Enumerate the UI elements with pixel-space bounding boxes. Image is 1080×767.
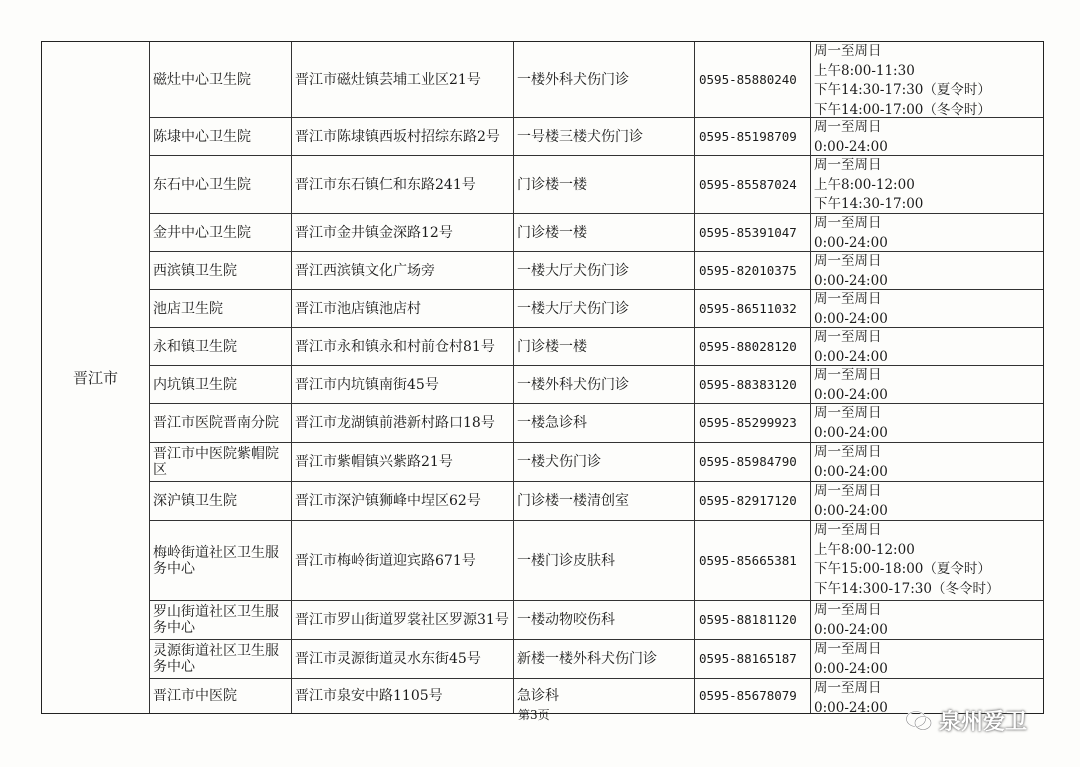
hours-line: 周一至周日 bbox=[814, 253, 882, 269]
clinic-department: 新楼一楼外科犬伤门诊 bbox=[514, 640, 695, 678]
clinic-hours bbox=[811, 640, 1043, 678]
clinic-address: 晋江市龙湖镇前港新村路口18号 bbox=[292, 404, 514, 442]
clinic-department: 门诊楼一楼 bbox=[514, 328, 695, 365]
table-row bbox=[150, 290, 1043, 328]
hours-line: 周一至周日 bbox=[814, 444, 882, 460]
clinic-name: 灵源街道社区卫生服务中心 bbox=[150, 640, 292, 678]
clinic-address: 晋江市东石镇仁和东路241号 bbox=[292, 156, 514, 213]
clinic-address: 晋江市池店镇池店村 bbox=[292, 290, 514, 327]
hours-line: 周一至周日 bbox=[814, 215, 882, 231]
clinic-address: 晋江西滨镇文化广场旁 bbox=[292, 252, 514, 289]
clinic-name: 梅岭街道社区卫生服务中心 bbox=[150, 521, 292, 600]
hours-line: 上午8:00-12:00 bbox=[814, 176, 915, 193]
hours-line: 0:00-24:00 bbox=[814, 502, 888, 519]
hours-line: 周一至周日 bbox=[814, 522, 882, 538]
hours-line: 0:00-24:00 bbox=[814, 386, 888, 403]
clinic-hours bbox=[811, 252, 1043, 289]
clinic-address: 晋江市梅岭街道迎宾路671号 bbox=[292, 521, 514, 600]
watermark-text: 泉州爱卫 bbox=[939, 710, 1028, 735]
clinic-name: 晋江市中医院紫帽院区 bbox=[150, 443, 292, 481]
clinic-name: 内坑镇卫生院 bbox=[150, 366, 292, 403]
clinic-department: 一楼大厅犬伤门诊 bbox=[514, 290, 695, 327]
clinic-address: 晋江市磁灶镇芸埔工业区21号 bbox=[292, 42, 514, 117]
table-row bbox=[150, 42, 1043, 118]
clinic-department: 一楼犬伤门诊 bbox=[514, 443, 695, 481]
clinic-name: 东石中心卫生院 bbox=[150, 156, 292, 213]
hours-line: 周一至周日 bbox=[814, 602, 882, 618]
clinic-phone: 0595-85880240 bbox=[695, 42, 811, 117]
hours-line: 周一至周日 bbox=[814, 680, 882, 696]
clinic-phone: 0595-88181120 bbox=[695, 601, 811, 639]
clinic-hours bbox=[811, 42, 1043, 117]
clinic-phone: 0595-85299923 bbox=[695, 404, 811, 442]
clinic-address: 晋江市灵源街道灵水东街45号 bbox=[292, 640, 514, 678]
table-row bbox=[150, 640, 1043, 679]
table-row bbox=[150, 443, 1043, 482]
hours-line: 周一至周日 bbox=[814, 641, 882, 657]
clinic-name: 晋江市中医院 bbox=[150, 679, 292, 713]
clinic-phone: 0595-88165187 bbox=[695, 640, 811, 678]
clinic-address: 晋江市陈埭镇西坂村招综东路2号 bbox=[292, 118, 514, 155]
clinic-hours bbox=[811, 156, 1043, 213]
clinic-address: 晋江市金井镇金深路12号 bbox=[292, 214, 514, 251]
hours-line: 0:00-24:00 bbox=[814, 272, 888, 289]
city-cell: 晋江市 bbox=[42, 42, 150, 713]
clinic-name: 永和镇卫生院 bbox=[150, 328, 292, 365]
table-row bbox=[150, 252, 1043, 290]
clinic-department: 一楼动物咬伤科 bbox=[514, 601, 695, 639]
clinic-phone: 0595-85665381 bbox=[695, 521, 811, 600]
clinic-department: 门诊楼一楼清创室 bbox=[514, 482, 695, 520]
watermark bbox=[905, 705, 1027, 736]
table-rows bbox=[150, 42, 1043, 713]
clinic-department: 门诊楼一楼 bbox=[514, 214, 695, 251]
clinic-phone: 0595-85391047 bbox=[695, 214, 811, 251]
hours-line: 下午14:00-17:00（冬令时） bbox=[814, 101, 991, 117]
clinic-department: 一楼外科犬伤门诊 bbox=[514, 366, 695, 403]
table-row bbox=[150, 601, 1043, 640]
hours-line: 下午14:30-17:00 bbox=[814, 196, 924, 212]
wechat-icon bbox=[905, 710, 933, 732]
hours-line: 下午15:00-18:00（夏令时） bbox=[814, 561, 991, 577]
clinic-phone: 0595-82917120 bbox=[695, 482, 811, 520]
clinic-hours bbox=[811, 443, 1043, 481]
hours-line: 0:00-24:00 bbox=[814, 234, 888, 251]
hours-line: 周一至周日 bbox=[814, 329, 882, 345]
hours-line: 周一至周日 bbox=[814, 157, 882, 173]
table-row bbox=[150, 521, 1043, 601]
hours-line: 下午14:30-17:30（夏令时） bbox=[814, 82, 991, 98]
clinic-hours bbox=[811, 118, 1043, 155]
hours-line: 0:00-24:00 bbox=[814, 138, 888, 155]
clinic-hours bbox=[811, 521, 1043, 600]
clinic-address: 晋江市永和镇永和村前仓村81号 bbox=[292, 328, 514, 365]
clinic-table bbox=[41, 41, 1044, 714]
hours-line: 下午14:300-17:30（冬令时） bbox=[814, 580, 1000, 597]
table-row bbox=[150, 214, 1043, 252]
clinic-department: 一楼急诊科 bbox=[514, 404, 695, 442]
clinic-department: 一楼外科犬伤门诊 bbox=[514, 42, 695, 117]
hours-line: 周一至周日 bbox=[814, 405, 882, 421]
hours-line: 周一至周日 bbox=[814, 291, 882, 307]
clinic-name: 西滨镇卫生院 bbox=[150, 252, 292, 289]
clinic-department: 一号楼三楼犬伤门诊 bbox=[514, 118, 695, 155]
clinic-address: 晋江市深沪镇狮峰中埕区62号 bbox=[292, 482, 514, 520]
clinic-name: 罗山街道社区卫生服务中心 bbox=[150, 601, 292, 639]
hours-line: 0:00-24:00 bbox=[814, 621, 888, 638]
clinic-phone: 0595-82010375 bbox=[695, 252, 811, 289]
clinic-hours bbox=[811, 482, 1043, 520]
clinic-phone: 0595-85587024 bbox=[695, 156, 811, 213]
clinic-name: 池店卫生院 bbox=[150, 290, 292, 327]
hours-line: 上午8:00-12:00 bbox=[814, 541, 915, 558]
clinic-phone: 0595-85678079 bbox=[695, 679, 811, 713]
clinic-address: 晋江市罗山街道罗裳社区罗源31号 bbox=[292, 601, 514, 639]
clinic-phone: 0595-86511032 bbox=[695, 290, 811, 327]
hours-line: 0:00-24:00 bbox=[814, 463, 888, 480]
hours-line: 0:00-24:00 bbox=[814, 310, 888, 327]
table-row bbox=[150, 118, 1043, 156]
clinic-phone: 0595-88028120 bbox=[695, 328, 811, 365]
clinic-address: 晋江市紫帽镇兴紫路21号 bbox=[292, 443, 514, 481]
hours-line: 周一至周日 bbox=[814, 119, 882, 135]
table-row bbox=[150, 156, 1043, 214]
clinic-department: 急诊科 bbox=[514, 679, 695, 713]
hours-line: 0:00-24:00 bbox=[814, 699, 888, 713]
clinic-phone: 0595-85984790 bbox=[695, 443, 811, 481]
clinic-hours bbox=[811, 290, 1043, 327]
clinic-address: 晋江市泉安中路1105号 bbox=[292, 679, 514, 713]
hours-line: 0:00-24:00 bbox=[814, 660, 888, 677]
clinic-name: 陈埭中心卫生院 bbox=[150, 118, 292, 155]
table-row bbox=[150, 328, 1043, 366]
clinic-department: 一楼门诊皮肤科 bbox=[514, 521, 695, 600]
clinic-phone: 0595-85198709 bbox=[695, 118, 811, 155]
table-row bbox=[150, 404, 1043, 443]
clinic-department: 门诊楼一楼 bbox=[514, 156, 695, 213]
table-row bbox=[150, 482, 1043, 521]
hours-line: 周一至周日 bbox=[814, 43, 882, 59]
clinic-department: 一楼大厅犬伤门诊 bbox=[514, 252, 695, 289]
page-footer: 第3页 bbox=[518, 708, 550, 722]
clinic-hours bbox=[811, 601, 1043, 639]
clinic-hours bbox=[811, 214, 1043, 251]
clinic-name: 晋江市医院晋南分院 bbox=[150, 404, 292, 442]
hours-line: 0:00-24:00 bbox=[814, 348, 888, 365]
clinic-address: 晋江市内坑镇南街45号 bbox=[292, 366, 514, 403]
table-row bbox=[150, 366, 1043, 404]
hours-line: 周一至周日 bbox=[814, 483, 882, 499]
hours-line: 上午8:00-11:30 bbox=[814, 62, 915, 79]
clinic-name: 磁灶中心卫生院 bbox=[150, 42, 292, 117]
clinic-hours bbox=[811, 328, 1043, 365]
hours-line: 0:00-24:00 bbox=[814, 424, 888, 441]
hours-line: 周一至周日 bbox=[814, 367, 882, 383]
clinic-phone: 0595-88383120 bbox=[695, 366, 811, 403]
clinic-name: 金井中心卫生院 bbox=[150, 214, 292, 251]
clinic-hours bbox=[811, 366, 1043, 403]
clinic-name: 深沪镇卫生院 bbox=[150, 482, 292, 520]
clinic-hours bbox=[811, 404, 1043, 442]
